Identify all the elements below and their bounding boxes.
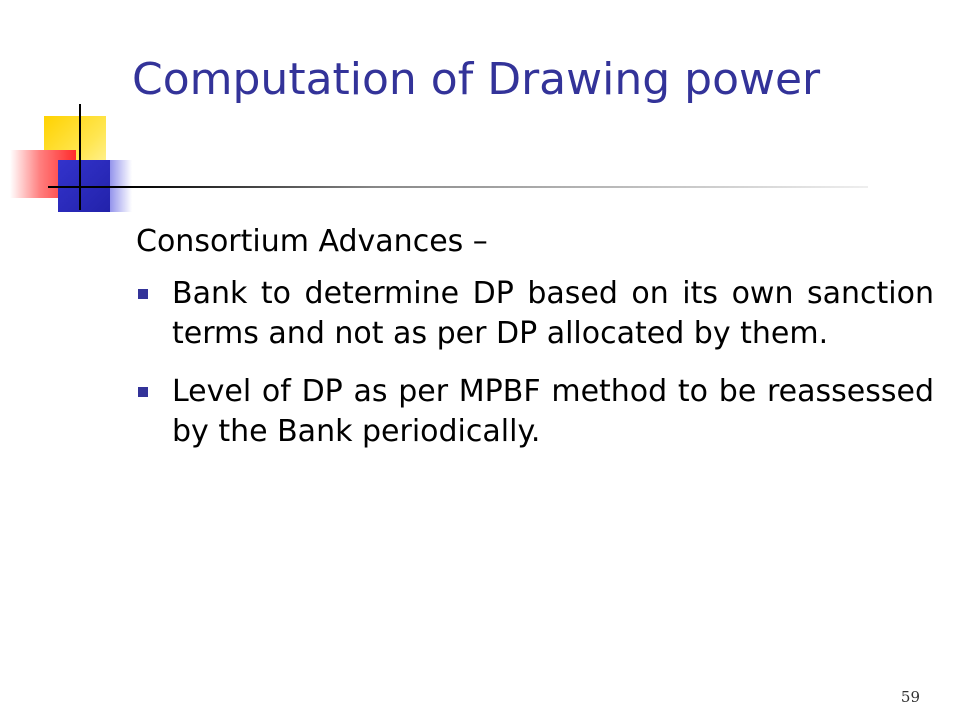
bullet-item <box>136 372 934 452</box>
bullet-square-icon <box>138 289 148 299</box>
bullet-square-icon <box>138 387 148 397</box>
bullet-item <box>136 274 934 354</box>
slide-body <box>136 222 934 470</box>
slide-title: Computation of Drawing power <box>132 54 821 105</box>
intro-text: Consortium Advances – <box>136 224 488 259</box>
decorative-vertical-line <box>79 104 81 210</box>
bullet-text: Level of DP as per MPBF method to be reassessed by the Bank periodically. <box>172 374 934 449</box>
bullet-text: Bank to determine DP based on its own sanction terms and not as per DP allocated by them. <box>172 276 934 351</box>
slide-number: 59 <box>900 688 920 706</box>
title-underline <box>48 186 868 188</box>
bullet-list <box>136 274 934 452</box>
